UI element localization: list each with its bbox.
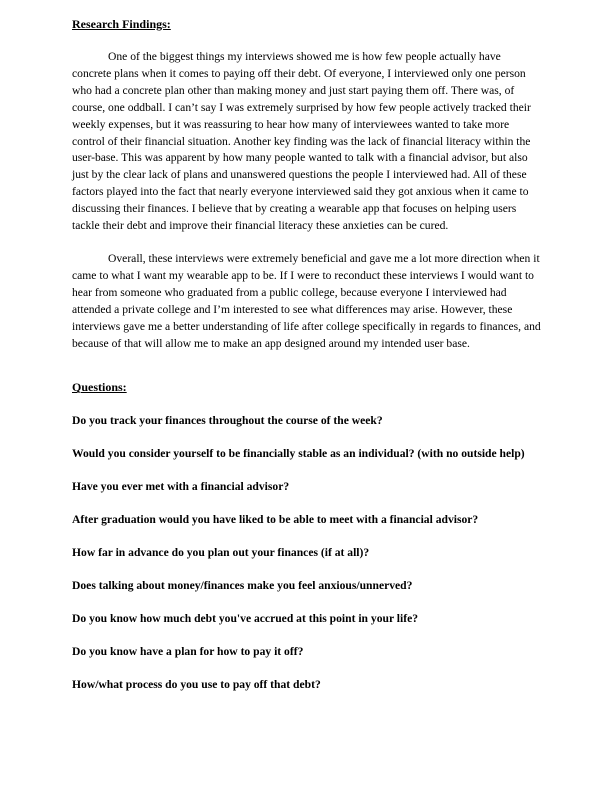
question-item: Do you know have a plan for how to pay it off?: [72, 645, 304, 659]
question-item: Do you know how much debt you've accrued at this point in your life?: [72, 612, 419, 626]
question-item: How far in advance do you plan out your finances (if at all)?: [72, 546, 370, 560]
question-item: Do you track your finances throughout the course of the week?: [72, 414, 383, 428]
research-paragraph-2: Overall, these interviews were extremely beneficial and gave me a lot more direction when it came to what I want my wearable app to be. If I were to reconduct these interviews I would want to hear from someone who graduated from a public college, because everyone I interviewed had attended a private college and I’m interested to see what differences may arise. However, these interviews gave me a better understanding of life after college specifically in regards to finances, and because of that will allow me to make an app designed around my intended user base.: [72, 251, 541, 350]
research-findings-heading: Research Findings:: [72, 17, 171, 31]
question-item: Would you consider yourself to be financially stable as an individual? (with no outside help): [72, 447, 525, 461]
document-page: [72, 16, 542, 709]
question-item: Have you ever met with a financial advisor?: [72, 480, 290, 494]
research-paragraph-1: One of the biggest things my interviews showed me is how few people actually have concrete plans when it comes to paying off their debt. Of everyone, I interviewed only one person who had a concrete plan other than making money and just start paying them off. There was, of course, one oddball. I can’t say I was extremely surprised by how few people actively tracked their weekly expenses, but it was reassuring to hear how many of interviewees wanted to take more control of their financial situation. Another key finding was the lack of financial literacy within the user-base. This was apparent by how many people wanted to talk with a financial advisor, but also just by the clear lack of plans and unanswered questions the people I interviewed had. All of these factors played into the fact that nearly everyone interviewed said they got anxious when it came to discussing their finances. I believe that by creating a wearable app that focuses on helping users tackle their debt and improve their financial literacy these anxieties can be cured.: [72, 50, 531, 233]
question-item: Does talking about money/finances make you feel anxious/unnerved?: [72, 579, 413, 593]
question-item: How/what process do you use to pay off that debt?: [72, 678, 321, 692]
question-item: After graduation would you have liked to be able to meet with a financial advisor?: [72, 513, 479, 527]
questions-heading: Questions:: [72, 380, 127, 395]
questions-list: [72, 412, 542, 693]
